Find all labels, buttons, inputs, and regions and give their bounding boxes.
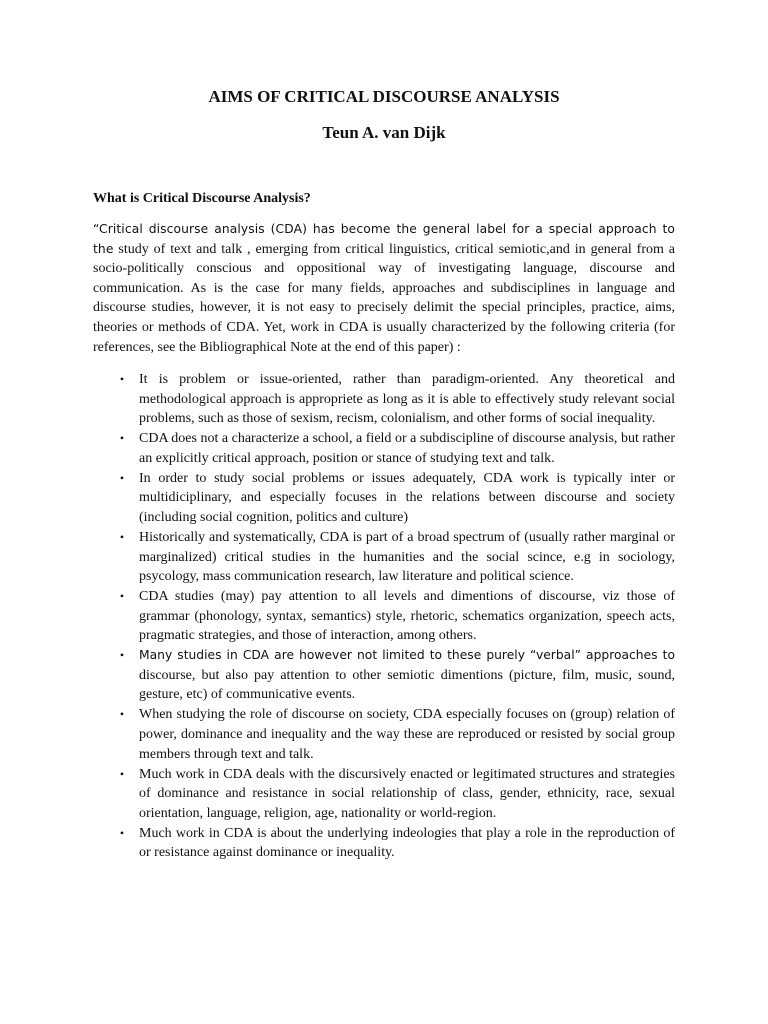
intro-rest: study of text and talk , emerging from critical linguistics, critical semiotic,and in general from a socio-politically conscious and oppositional way of investigating language, discourse and communication. As is the case for many fields, approaches and subdisciplines in language and discourse studies, however, it is not easy to precisely delimit the special principles, practice, aims, theories or methods of CDA. Yet, work in CDA is usually characterized by the following criteria (for references, see the Bibliographical Note at the end of this paper) :: [93, 241, 676, 355]
bullet-icon: •: [119, 372, 125, 386]
list-item-text: discourse, but also pay attention to other semiotic dimentions (picture, film, music, sound, gesture, etc) of communicative events.: [139, 667, 675, 703]
list-item-text: When studying the role of discourse on society, CDA especially focuses on (group) relation of power, dominance and inequality and the way these are reproduced or resisted by social group members through text and talk.: [139, 707, 675, 762]
intro-paragraph: [93, 220, 675, 357]
bullet-icon: •: [119, 648, 125, 663]
bullet-icon: •: [119, 470, 125, 485]
intro-lead: “Critical discourse analysis (CDA) has become the general label for a special approach to the: [93, 222, 675, 256]
list-item-lead: Many studies in CDA are however not limited to these purely “verbal” approaches to: [139, 648, 675, 663]
list-item: [93, 469, 675, 528]
list-item-text: CDA studies (may) pay attention to all levels and dimentions of discourse, viz those of grammar (phonology, syntax, semantics) style, rhetoric, schematics organization, speech acts, pragmatic strategies, and those of interaction, among others.: [139, 589, 675, 644]
list-item: [93, 429, 675, 468]
document-title: AIMS OF CRITICAL DISCOURSE ANALYSIS: [208, 87, 560, 106]
list-item: [93, 824, 675, 863]
document-author: Teun A. van Dijk: [322, 123, 446, 142]
list-item-text: It is problem or issue-oriented, rather than paradigm-oriented. Any theoretical and methodological approach is appropriete as long as it is able to effectively study relevant social problems, such as those of sexism, recism, colonialism, and other forms of social inequality.: [139, 372, 675, 427]
bullet-icon: •: [119, 589, 125, 604]
list-item-text: Historically and systematically, CDA is part of a broad spectrum of (usually rather marginal or marginalized) critical studies in the humanities and the social scince, e.g in sociology, psycology, mass communication research, law literature and political science.: [139, 529, 675, 585]
list-item: [93, 765, 675, 824]
section-heading: What is Critical Discourse Analysis?: [93, 191, 311, 206]
list-item: [93, 528, 675, 587]
list-item: [93, 587, 675, 646]
bullet-icon: •: [119, 431, 125, 446]
criteria-list: [93, 370, 675, 863]
list-item: [93, 705, 675, 764]
list-item-text: Much work in CDA deals with the discursively enacted or legitimated structures and strategies of dominance and resistance in social relationship of class, gender, ethnicity, race, sexual orientation, language, religion, age, nationality or world-region.: [139, 766, 675, 821]
bullet-icon: •: [119, 529, 125, 544]
bullet-icon: •: [119, 825, 125, 840]
bullet-icon: •: [119, 766, 125, 781]
bullet-icon: •: [119, 707, 125, 722]
list-item-text: CDA does not a characterize a school, a field or a subdiscipline of discourse analysis, but rather an explicitly critical approach, position or stance of studying text and talk.: [139, 431, 675, 466]
list-item-text: In order to study social problems or issues adequately, CDA work is typically inter or multidiciplinary, and especially focuses in the relations between discourse and society (including social cognition, politics and culture): [139, 470, 675, 525]
list-item: [93, 370, 675, 429]
list-item: [93, 646, 675, 705]
list-item-text: Much work in CDA is about the underlying indeologies that play a role in the reproduction of or resistance against dominance or inequality.: [139, 825, 675, 861]
